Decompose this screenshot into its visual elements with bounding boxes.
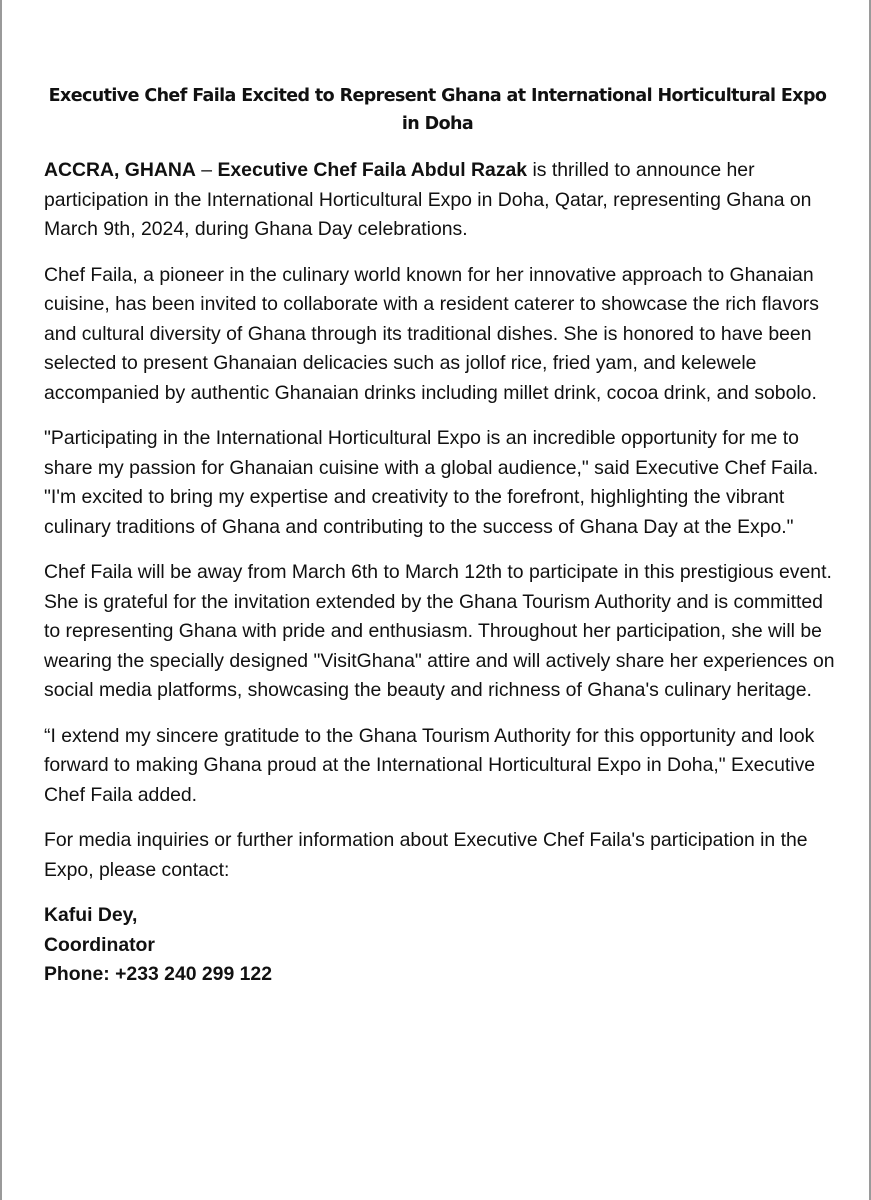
- contact-name: Kafui Dey,: [44, 904, 138, 926]
- contact-role: Coordinator: [44, 933, 155, 956]
- paragraph-quote: "Participating in the International Horticultural Expo is an incredible opportunity for me to share my passion for Ghanaian cuisine with a global audience," said Executive Chef Faila. "I'm excited to bring my expertise and creativity to the forefront, highlighting the vibrant culinary traditions of Ghana and contributing to the success of Ghana Day at the Expo.": [44, 427, 819, 538]
- intro-text: is thrilled to announce her participation in the International Horticultural Expo in Doha, Qatar, representing Ghana on March 9th, 2024, during Ghana Day celebrations.: [44, 159, 812, 240]
- dateline: ACCRA, GHANA: [44, 159, 196, 181]
- intro-paragraph: [44, 156, 844, 245]
- chef-name: Executive Chef Faila Abdul Razak: [217, 159, 528, 181]
- dateline-separator: –: [195, 159, 218, 181]
- contact-block: [44, 901, 844, 990]
- paragraph-gratitude: “I extend my sincere gratitude to the Ghana Tourism Authority for this opportunity and look forward to making Ghana proud at the International Horticultural Expo in Doha," Executive Chef Faila added.: [44, 724, 816, 806]
- paragraph-travel-dates: Chef Faila will be away from March 6th to March 12th to participate in this prestigious event. She is grateful for the invitation extended by the Ghana Tourism Authority and is committed to representing Ghana with pride and enthusiasm. Throughout her participation, she will be wearing the specially designed "VisitGhana" attire and will actively share her experiences on social media platforms, showcasing the beauty and richness of Ghana's culinary heritage.: [44, 561, 835, 701]
- press-release-body: [44, 156, 844, 990]
- press-release-title: Executive Chef Faila Excited to Represent Ghana at International Horticultural Expo in Doha: [48, 86, 827, 134]
- contact-phone[interactable]: Phone: +233 240 299 122: [44, 963, 272, 985]
- paragraph-culinary-background: Chef Faila, a pioneer in the culinary world known for her innovative approach to Ghanaian cuisine, has been invited to collaborate with a resident caterer to showcase the rich flavors and cultural diversity of Ghana through its traditional dishes. She is honored to have been selected to present Ghanaian delicacies such as jollof rice, fried yam, and kelewele accompanied by authentic Ghanaian drinks including millet drink, cocoa drink, and sobolo.: [44, 263, 819, 404]
- paragraph-media-inquiries: For media inquiries or further information about Executive Chef Faila's participation in the Expo, please contact:: [44, 829, 808, 881]
